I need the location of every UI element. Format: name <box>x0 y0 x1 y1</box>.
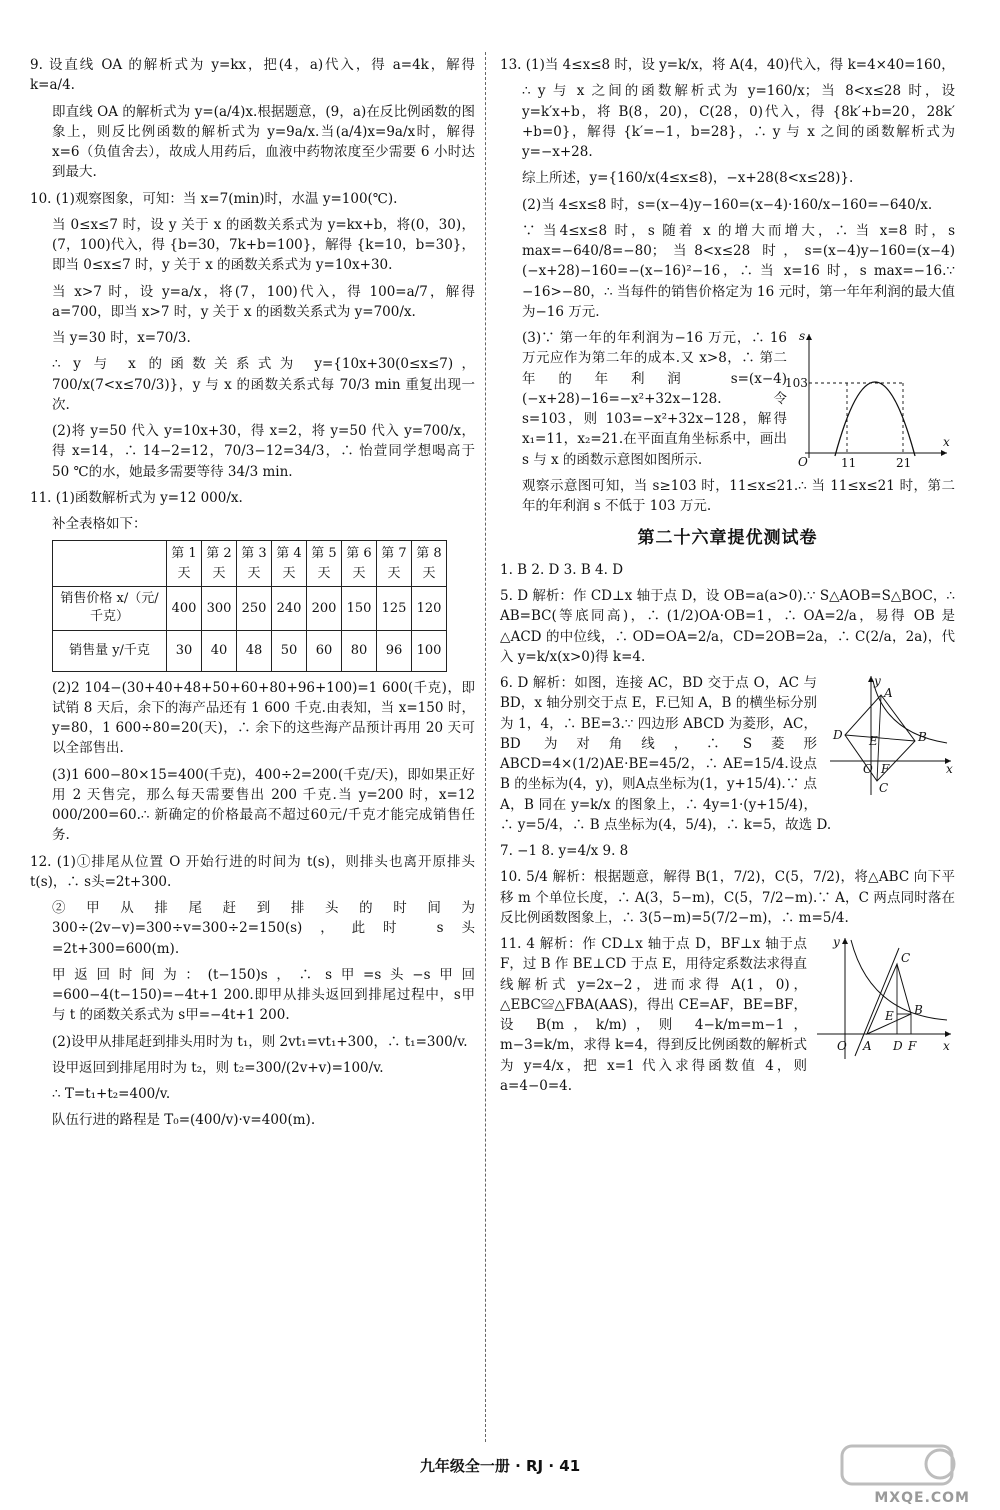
x-axis-arrow <box>941 450 947 456</box>
answer-26-6 <box>500 673 955 841</box>
answers-7-9: 7. −1 8. y=4/x 9. 8 <box>500 843 629 859</box>
answer-26-10: 10. 5/4 解析：根据题意，解得 B(1，7/2)，C(5，7/2)，将△ABC 向下平移 m 个单位长度，∴ A(3，5−m)，C(5，7/2−m).∵ A，C 两点同时落在反比例函数图象上，∴ 3(5−m)=5(7/2−m)，∴ m=5/4. <box>500 869 955 926</box>
x-axis-label: x <box>943 435 950 449</box>
x-label: x <box>943 1039 950 1053</box>
parabola-figure <box>785 328 955 470</box>
answer-9-line-1: 9. 设直线 OA 的解析式为 y=kx，把(4，a)代入，得 a=4k，解得 k=a/4. <box>30 57 475 94</box>
table-day-header: 第 7 天 <box>377 541 412 587</box>
right-column <box>500 55 955 1102</box>
table-cell: 48 <box>237 630 272 671</box>
answer-13-line-3: 综上所述，y={160/x(4≤x≤8)，−x+28(8<x≤28)}. <box>522 170 854 187</box>
y-axis-arrow <box>806 334 812 340</box>
answer-9 <box>30 55 475 183</box>
answer-11-line-1: 11. (1)函数解析式为 y=12 000/x. <box>30 489 243 506</box>
answer-13-conclusion: 观察示意图可知，当 s≥103 时，11≤x≤21.∴ 当 11≤x≤21 时，第二年的年利润 s 不低于 103 万元. <box>522 477 955 514</box>
table-header-row <box>53 541 447 587</box>
s-axis-label: s <box>799 329 806 343</box>
page-footer: 九年级全一册 · RJ · 41 <box>419 1457 581 1475</box>
triangle-abc <box>867 964 911 1034</box>
answer-26-11 <box>500 934 955 1102</box>
table-cell: 200 <box>307 587 342 630</box>
watermark-circle <box>926 1450 954 1478</box>
answer-10-line-1: 10. (1)观察图象，可知：当 x=7(min)时，水温 y=100(℃). <box>30 190 398 207</box>
answer-11-line-3: (2)2 104−(30+40+48+50+60+80+96+100)=1 600(千克)，即试销 8 天后，余下的海产品还有 1 600 千克.由表知，当 x=150 时，y=80，1 600÷80=20(天)，∴ 余下的这些海产品预计再用 20 天可以全部售出. <box>52 679 475 757</box>
answer-12-line-4: (2)设甲从排尾赶到排头用时为 t₁，则 2vt₁=vt₁+300，∴ t₁=300/v. <box>52 1033 468 1050</box>
triangle-figure <box>815 934 955 1064</box>
hyperbola-curve <box>851 940 947 1020</box>
table-cell: 120 <box>412 587 447 630</box>
point-o-label: O <box>863 762 873 776</box>
table-cell: 150 <box>342 587 377 630</box>
table-corner-cell <box>53 541 167 587</box>
rhombus-figure <box>825 673 955 798</box>
x-label: x <box>946 762 953 776</box>
table-cell: 125 <box>377 587 412 630</box>
answer-12-line-2: ②甲从排尾赶到排头的时间为 300÷(2v−v)=300÷v=300÷2=150(s)，此时 s头=2t+300=600(m). <box>52 900 475 957</box>
table-row <box>53 587 447 630</box>
table-day-header: 第 6 天 <box>342 541 377 587</box>
answer-10-line-4: 当 y=30 时，x=70/3. <box>52 330 191 346</box>
answer-13-part-3 <box>500 328 955 516</box>
answer-13-line-5: ∵ 当4≤x≤8 时，s 随着 x 的增大而增大，∴ 当 x=8 时，s max=−640/8=−80；当8<x≤28 时，s=(x−4)y−160=(x−4)(−x+28)−160=−(x−16)²−16，∴ 当 x=16 时，s max=−16.∵ −16>−80，∴ 当每件的销售价格定为 16 元时，第一年年利润的最大值为−16 万元. <box>522 222 955 320</box>
origin-label: O <box>798 455 808 469</box>
table-cell: 250 <box>237 587 272 630</box>
table-day-header: 第 2 天 <box>202 541 237 587</box>
point-b-label: B <box>918 730 927 744</box>
point-d-label: D <box>833 728 843 742</box>
left-column <box>30 55 475 1137</box>
answers-1-4: 1. B 2. D 3. B 4. D <box>500 561 624 578</box>
answer-11-line-4: (3)1 600−80×15=400(千克)，400÷2=200(千克/天)，即如果正好用 2 天售完，那么每天需要售出 200 千克.当 y=200 时，x=12 000/200=60.∴ 新确定的价格最高不超过60元/千克才能完成销售任务. <box>52 766 475 844</box>
table-cell: 100 <box>412 630 447 671</box>
answer-12 <box>30 852 475 1131</box>
point-a-label: A <box>884 686 893 700</box>
point-c-label: C <box>901 951 911 965</box>
answer-26-6-text: 6. D 解析：如图，连接 AC，BD 交于点 O，AC 与 BD，x 轴分别交于点 E，F.已知 A，B 的横坐标分别为 1，4，∴ BE=3.∵ 四边形 ABCD 为菱形，AC，BD 为对角线，∴ S菱形ABCD=4×(1/2)AE·BE=45/2，∴ AE=15/4.设点 B 的坐标为(4，y)，则A点坐标为(1，y+15/4).∵ 点 A，B 同在 y=k/x 的图象上，∴ 4y=1·(y+15/4)，∴ y=5/4，∴ B 点坐标为(4，5/4)，∴ k=5，故选 D. <box>500 675 832 833</box>
table-cell: 60 <box>307 630 342 671</box>
x-axis-arrow <box>945 1031 951 1037</box>
point-c-label: C <box>879 781 889 795</box>
answer-13 <box>500 55 955 516</box>
answer-12-line-7: 队伍行进的路程是 T₀=(400/v)·v=400(m). <box>52 1112 316 1129</box>
table-cell: 400 <box>167 587 202 630</box>
table-row-label: 销售量 y/千克 <box>53 630 167 671</box>
answer-12-line-5: 设甲返回到排尾用时为 t₂，则 t₂=300/(2v+v)=100/v. <box>52 1059 384 1076</box>
y-label: y <box>874 674 881 688</box>
answer-10 <box>30 189 475 482</box>
value-103-label: 103 <box>785 376 808 390</box>
answer-10-line-6: (2)将 y=50 代入 y=10x+30，得 x=2，将 y=50 代入 y=700/x，得 x=14，∴ 14−2=12，70/3−12=34/3，∴ 怡萱同学想喝高于 50 ℃的水，她最多需要等待 34/3 min. <box>52 423 475 480</box>
sales-table <box>52 540 447 671</box>
point-e-label: E <box>869 734 878 748</box>
table-day-header: 第 5 天 <box>307 541 342 587</box>
table-cell: 30 <box>167 630 202 671</box>
table-cell: 50 <box>272 630 307 671</box>
x11-label: 11 <box>841 456 857 470</box>
table-cell: 300 <box>202 587 237 630</box>
answer-13-line-4: (2)当 4≤x≤8 时，s=(x−4)y−160=(x−4)·160/x−160=−640/x. <box>522 196 933 213</box>
answer-12-line-3: 甲返回时间为：(t−150)s，∴ s甲=s头−s甲回=600−4(t−150)=−4t+1 200.即甲从排头返回到排尾过程中，s甲与 t 的函数关系式为 s甲=−4t+1 200. <box>52 966 475 1024</box>
table-cell: 80 <box>342 630 377 671</box>
table-day-header: 第 8 天 <box>412 541 447 587</box>
diagonal-bd <box>845 735 915 741</box>
column-divider <box>485 52 486 1442</box>
point-d-label: D <box>893 1039 903 1053</box>
answer-10-line-3: 当 x>7 时，设 y=a/x，将(7，100)代入，得 100=a/7，解得 a=700，即当 x>7 时，y 关于 x 的函数关系式为 y=700/x. <box>52 283 475 320</box>
y-axis-arrow <box>842 938 848 944</box>
answer-13-part-3-text: (3)∵ 第一年的年利润为−16 万元，∴ 16 万元应作为第二年的成本.又 x>8，∴ 第二年的年利润 s=(x−4)(−x+28)−16=−x²+32x−128.令 s=103，则 103=−x²+32x−128，解得 x₁=11，x₂=21.在平面直角坐标系中，画出 s 与 x 的函数示意图如图所示. <box>522 330 787 468</box>
answer-11 <box>30 488 475 846</box>
answer-10-line-2: 当 0≤x≤7 时，设 y 关于 x 的函数关系式为 y=kx+b，将(0，30)，(7，100)代入，得 {b=30，7k+b=100}，解得 {k=10，b=30}，即当 0≤x≤7 时，y 关于 x 的函数关系式为 y=10x+30. <box>52 216 475 274</box>
point-e-label: E <box>885 1009 894 1023</box>
answer-9-line-2: 即直线 OA 的解析式为 y=(a/4)x.根据题意，(9，a)在反比例函数的图象上，则反比例函数的解析式为 y=9a/x.当(a/4)x=9a/x时，解得 x=6（负值舍去），故成人用药后，血液中药物浓度至少需要 6 小时达到最大. <box>52 103 475 181</box>
y-label: y <box>833 935 840 949</box>
table-day-header: 第 4 天 <box>272 541 307 587</box>
answer-12-line-6: ∴ T=t₁+t₂=400/v. <box>52 1086 171 1103</box>
point-a-label: A <box>863 1039 872 1053</box>
table-cell: 40 <box>202 630 237 671</box>
table-row-label: 销售价格 x/（元/千克） <box>53 587 167 630</box>
table-day-header: 第 3 天 <box>237 541 272 587</box>
point-f-label: F <box>908 1039 917 1053</box>
point-f-label: F <box>881 762 890 776</box>
section-title: 第二十六章提优测试卷 <box>637 528 818 549</box>
table-row <box>53 630 447 671</box>
answer-12-line-1: 12. (1)①排尾从位置 O 开始行进的时间为 t(s)，则排头也离开原排头 t(s)，∴ s头=2t+300. <box>30 853 475 890</box>
point-o-label: O <box>837 1039 847 1053</box>
table-cell: 240 <box>272 587 307 630</box>
answer-10-line-5: ∴ y 与 x 的函数关系式为 y={10x+30(0≤x≤7)，700/x(7<x≤70/3)}，y 与 x 的函数关系式每 70/3 min 重复出现一次. <box>52 356 475 413</box>
answer-11-line-2: 补全表格如下： <box>52 516 147 532</box>
table-cell: 96 <box>377 630 412 671</box>
answer-13-line-1: 13. (1)当 4≤x≤8 时，设 y=k/x，将 A(4，40)代入，得 k=4×40=160， <box>500 57 955 73</box>
answer-13-line-2: ∴ y 与 x 之间的函数解析式为 y=160/x；当 8<x≤28 时，设 y=k′x+b，将 B(8，20)，C(28，0)代入，得 {8k′+b=20，28k′+b=0}，解得 {k′=−1，b=28}，∴ y 与 x 之间的函数解析式为 y=−x+28. <box>522 83 955 160</box>
table-day-header: 第 1 天 <box>167 541 202 587</box>
answer-26-5: 5. D 解析：作 CD⊥x 轴于点 D，设 OB=a(a>0).∵ S△AOB=S△BOC，∴ AB=BC(等底同高)，∴ (1/2)OA·OB=1，∴ OA=2/a，易得 OB 是△ACD 的中位线，∴ OD=OA=2/a，CD=2OB=2a，∴ C(2/a，2a)，代入 y=k/x(x>0)得 k=4. <box>500 588 955 665</box>
answer-26-11-text: 11. 4 解析：作 CD⊥x 轴于点 D，BF⊥x 轴于点 F，过 B 作 BE⊥CD 于点 E，用待定系数法求得直线解析式 y=2x−2，进而求得 A(1，0)，△EBC≌△FBA(AAS)，得出 CE=AF，BE=BF，设 B(m，k/m)，则 4−k/m=m−1，m−3=k/m，求得 k=4，得到反比例函数的解析式为 y=4/x，把 x=1 代入求得函数值 4，则 a=4−0=4. <box>500 936 807 1094</box>
x21-label: 21 <box>896 456 912 470</box>
point-b-label: B <box>914 1003 923 1017</box>
watermark-domain: MXQE.COM <box>874 1490 970 1506</box>
